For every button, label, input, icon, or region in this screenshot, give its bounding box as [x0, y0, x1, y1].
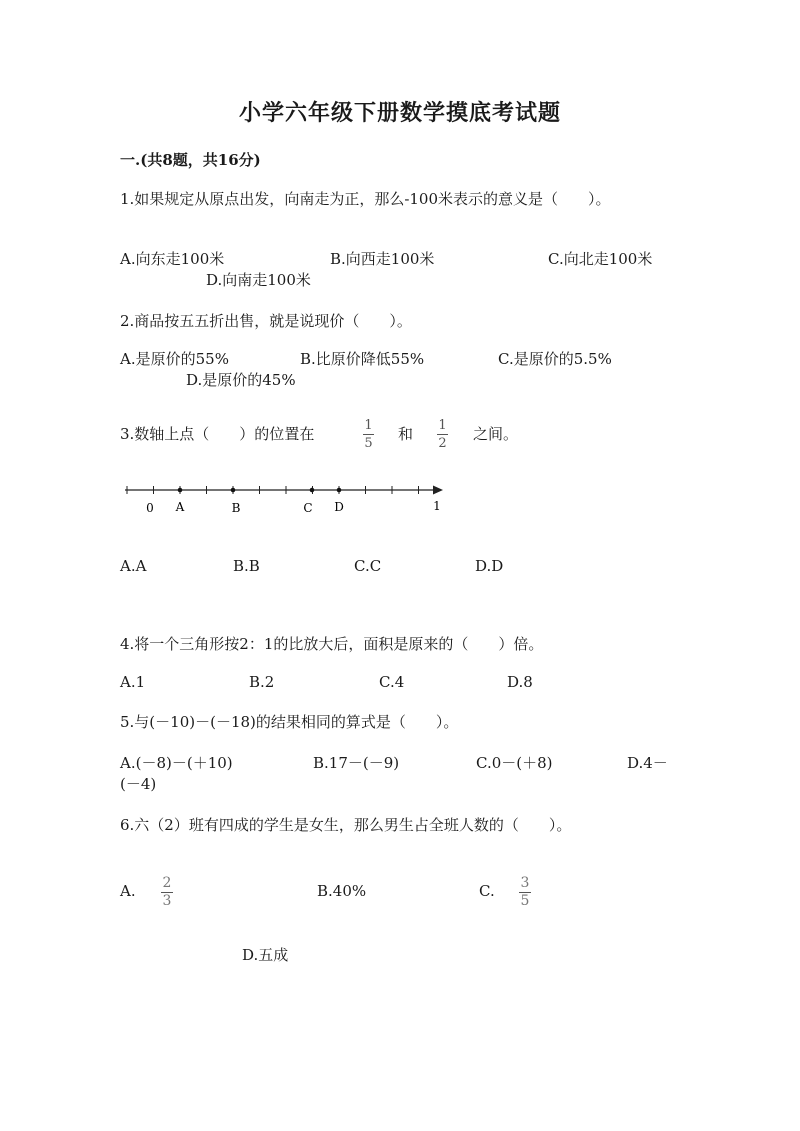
number-line-label-a: A — [175, 500, 185, 514]
q1-option-a: A.向东走100米 — [120, 250, 225, 268]
q3-option-b: B.B — [233, 557, 260, 575]
question-4-text: 4.将一个三角形按2：1的比放大后，面积是原来的（ ）倍。 — [120, 635, 544, 653]
q3-text-after: 之间。 — [473, 425, 519, 443]
q4-option-b: B.2 — [249, 673, 275, 691]
question-5-text: 5.与(－10)－(－18)的结果相同的算式是（ ）。 — [120, 713, 459, 731]
number-line-point-b — [231, 488, 236, 493]
q3-option-c: C.C — [354, 557, 382, 575]
q3-option-a: A.A — [120, 557, 147, 575]
question-3-text: 3.数轴上点（ ）的位置在 — [120, 425, 315, 443]
q2-option-d: D.是原价的45% — [186, 371, 296, 389]
q6-fracA-denominator: 3 — [162, 893, 172, 909]
question-6-text: 6.六（2）班有四成的学生是女生，那么男生占全班人数的（ ）。 — [120, 816, 572, 834]
fraction-bar — [363, 434, 374, 435]
number-line-point-c — [310, 488, 315, 493]
number-line-point-a — [178, 488, 183, 493]
q1-option-c: C.向北走100米 — [548, 250, 653, 268]
q3-fraction-one-half — [437, 418, 448, 451]
q2-option-c: C.是原价的5.5% — [498, 350, 612, 368]
q6-option-a-label: A. — [120, 882, 136, 900]
q6-fracC-numerator: 3 — [520, 875, 530, 891]
q2-option-b: B.比原价降低55% — [300, 350, 425, 368]
q3-frac1-denominator: 5 — [364, 436, 373, 451]
q3-and: 和 — [398, 425, 414, 443]
q4-option-a: A.1 — [120, 673, 146, 691]
number-line — [115, 475, 455, 525]
q6-fracA-numerator: 2 — [162, 875, 172, 891]
q1-option-d: D.向南走100米 — [206, 271, 311, 289]
q5-option-d: D.4－ — [627, 754, 668, 772]
q6-option-a-fraction — [161, 876, 173, 909]
number-line-label-1: 1 — [433, 499, 441, 513]
q3-fraction-one-fifth — [363, 418, 374, 451]
number-line-label-c: C — [303, 501, 313, 515]
q6-option-c-fraction — [519, 876, 531, 909]
number-line-label-b: B — [231, 501, 241, 515]
q5-option-d-continued: (－4) — [120, 775, 157, 793]
q3-frac2-numerator: 1 — [438, 418, 447, 433]
number-line-label-d: D — [334, 500, 344, 514]
q4-option-c: C.4 — [379, 673, 405, 691]
question-2-text: 2.商品按五五折出售，就是说现价（ ）。 — [120, 312, 412, 330]
q5-option-a: A.(－8)－(＋10) — [120, 754, 233, 772]
q3-frac2-denominator: 2 — [438, 436, 447, 451]
q4-option-d: D.8 — [507, 673, 533, 691]
q5-option-c: C.0－(＋8) — [476, 754, 553, 772]
q3-frac1-numerator: 1 — [364, 418, 373, 433]
q3-option-d: D.D — [475, 557, 504, 575]
number-line-point-d — [337, 488, 342, 493]
q6-option-c-label: C. — [479, 882, 495, 900]
q6-option-b: B.40% — [317, 882, 367, 900]
question-1-text: 1.如果规定从原点出发，向南走为正，那么-100米表示的意义是（ ）。 — [120, 190, 611, 208]
number-line-label-0: 0 — [146, 501, 154, 515]
section-heading: 一.(共8题，共16分) — [120, 151, 261, 169]
q5-option-b: B.17－(－9) — [313, 754, 400, 772]
page-title: 小学六年级下册数学摸底考试题 — [238, 100, 561, 126]
fraction-bar — [437, 434, 448, 435]
q6-option-d: D.五成 — [242, 946, 289, 964]
q2-option-a: A.是原价的55% — [120, 350, 229, 368]
q6-fracC-denominator: 5 — [520, 893, 530, 909]
number-line-arrow — [433, 486, 443, 495]
q1-option-b: B.向西走100米 — [330, 250, 435, 268]
